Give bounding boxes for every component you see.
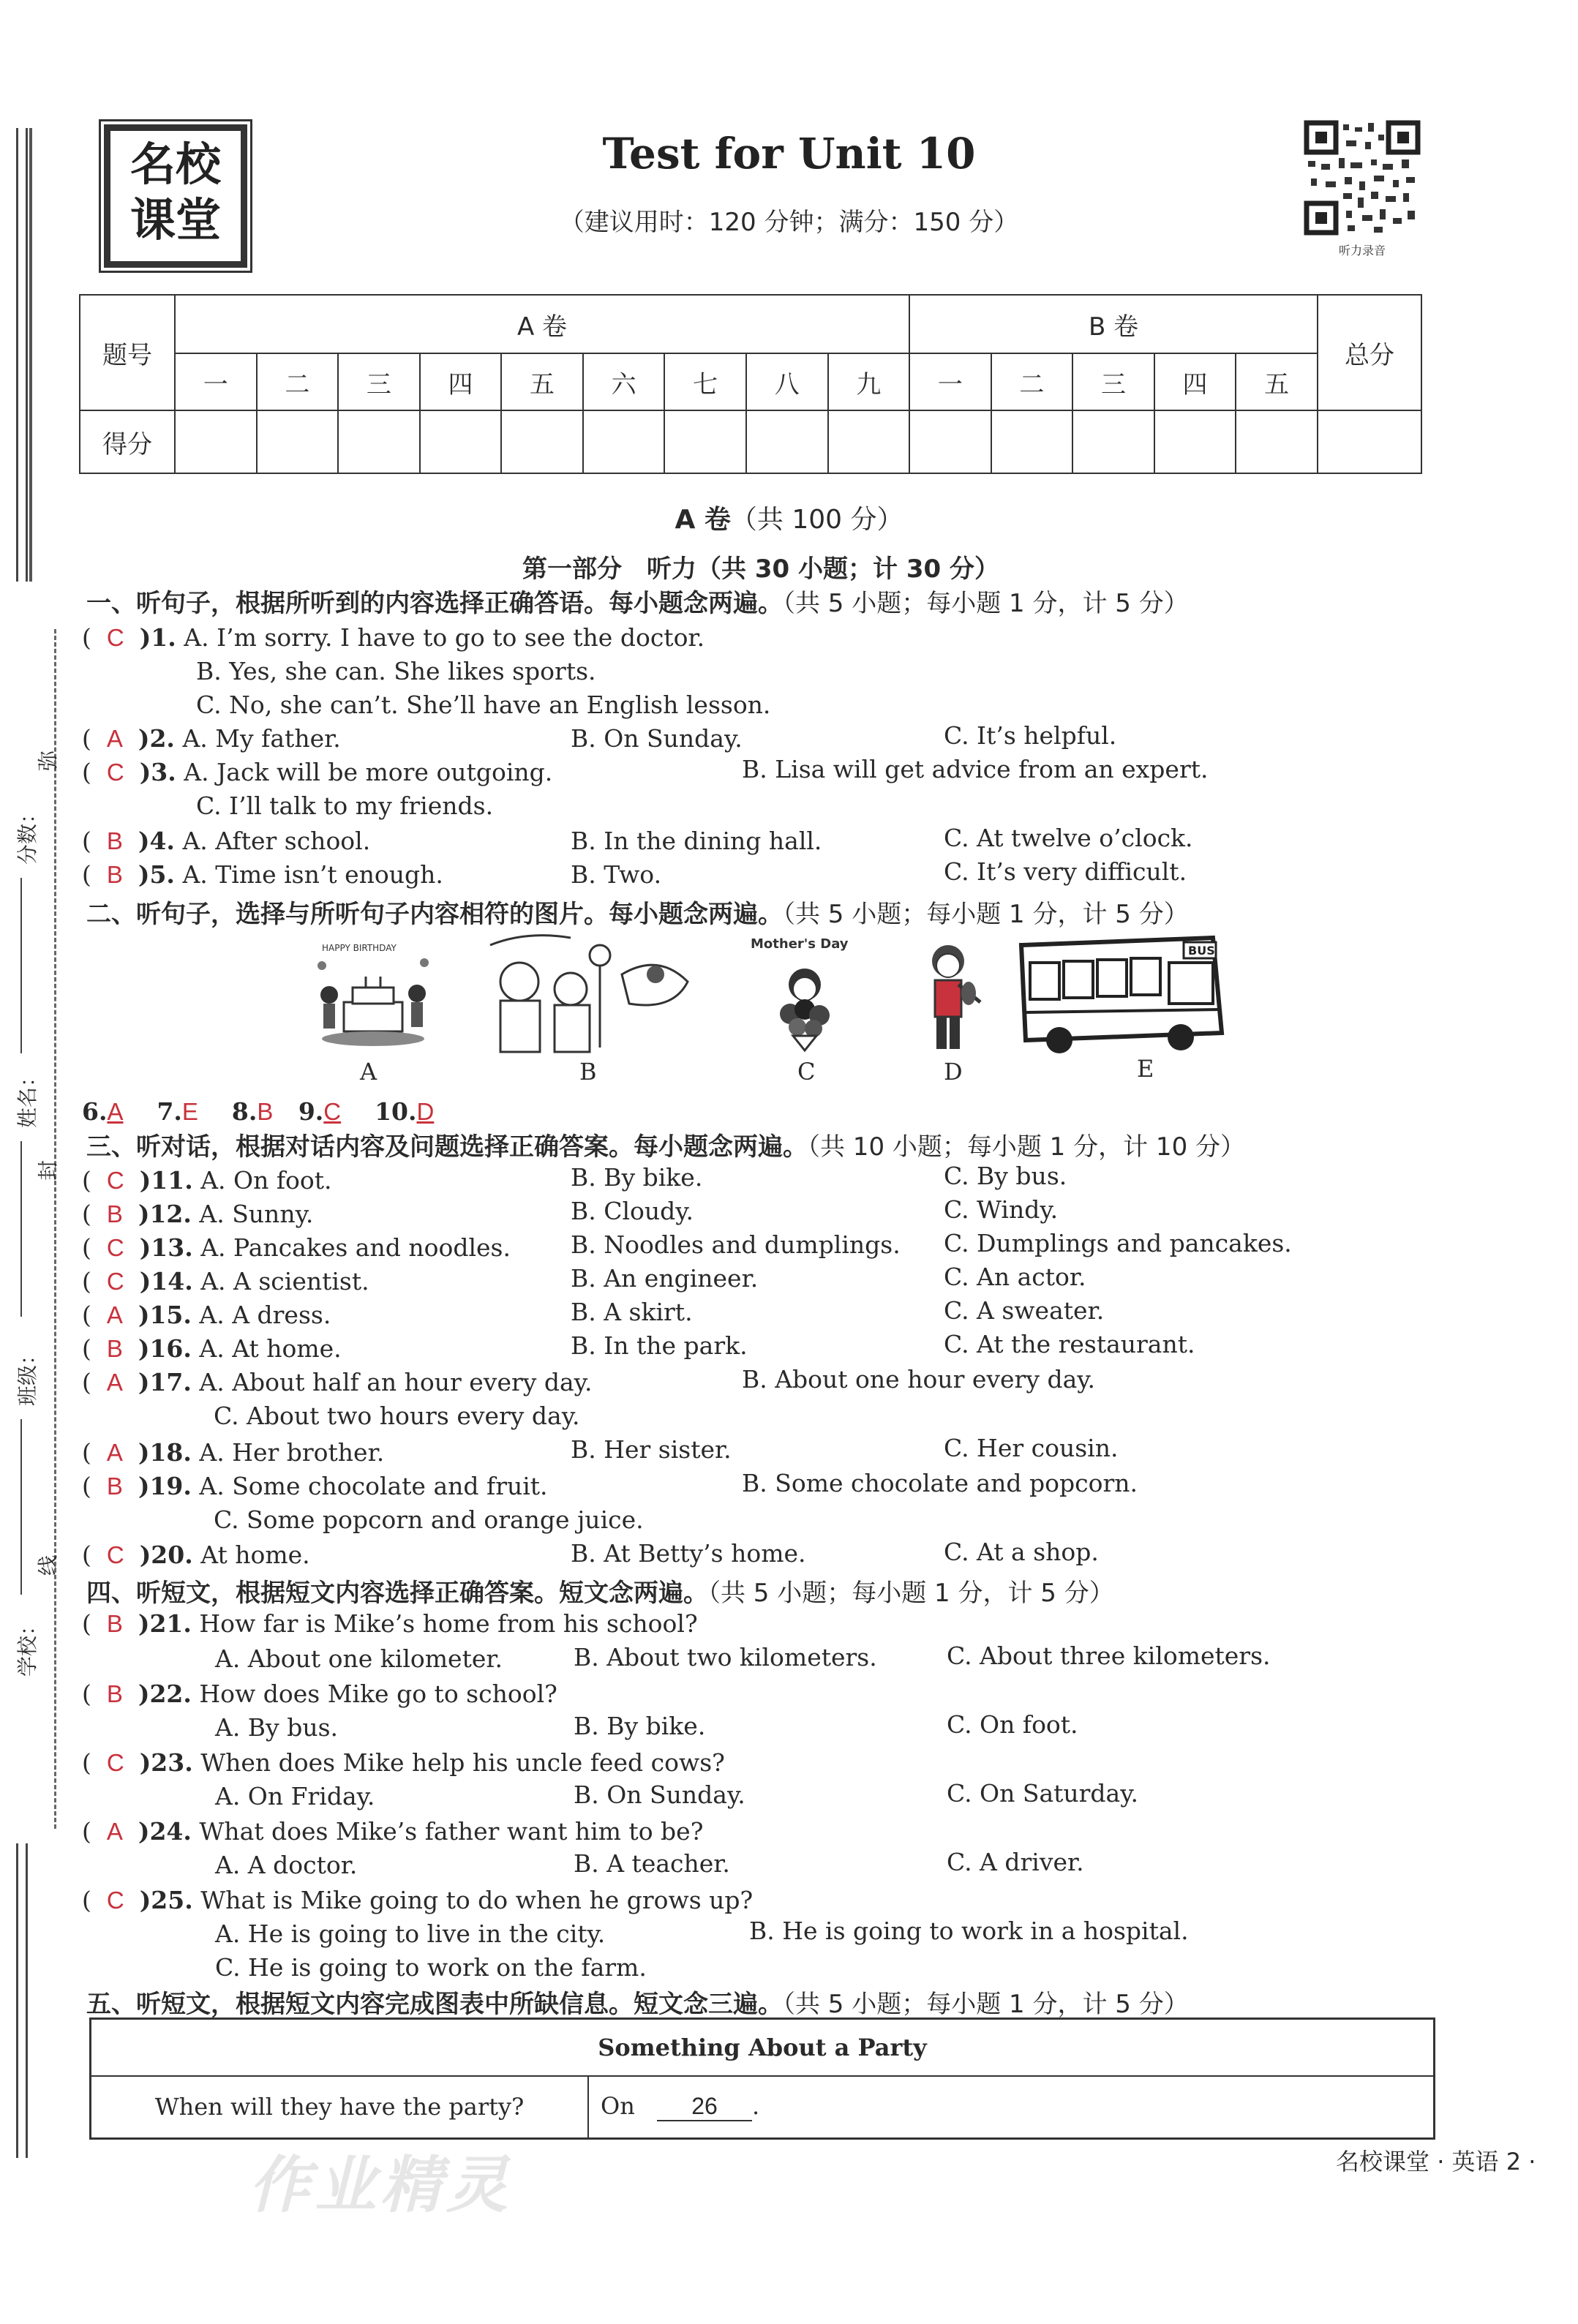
q5-line: ( B )5. A. Time isn’t enough.: [82, 860, 443, 889]
q20-option-b: B. At Betty’s home.: [571, 1539, 806, 1568]
score-table-score-label: 得分: [80, 410, 175, 473]
q11-option-c: C. By bus.: [944, 1162, 1067, 1190]
picture-c-mothers-day: [746, 933, 863, 1055]
seal-line: [54, 629, 56, 1829]
q13-answer: C: [106, 1234, 124, 1261]
footer-brand: 名校课堂: [1336, 2148, 1430, 2176]
score-table-section-a: A 卷: [175, 295, 909, 353]
q23-option-a: A. On Friday.: [215, 1782, 375, 1810]
score-table-section-b: B 卷: [909, 295, 1318, 353]
score-col-a7: 七: [664, 353, 746, 410]
paper-a-score: （共 100 分）: [730, 505, 903, 535]
q12-line: ( B )12. A. Sunny.: [82, 1200, 314, 1228]
score-col-a6: 六: [583, 353, 665, 410]
margin-school: 学校：: [15, 1614, 40, 1677]
q1-option-b: B. Yes, she can. She likes sports.: [196, 657, 596, 685]
q8-answer: B: [257, 1098, 274, 1125]
q14-line: ( C )14. A. A scientist.: [82, 1267, 369, 1296]
score-cell[interactable]: [1236, 410, 1318, 473]
score-cell[interactable]: [501, 410, 583, 473]
picture-e-bus: [1015, 930, 1228, 1055]
q17-line: ( A )17. A. About half an hour every day.: [82, 1368, 593, 1396]
q4-answer: B: [106, 827, 123, 854]
qr-code-icon: [1304, 120, 1421, 236]
q21-option-b: B. About two kilometers.: [574, 1643, 877, 1671]
margin-name: 姓名：: [15, 1066, 40, 1129]
score-col-a8: 八: [746, 353, 828, 410]
score-col-b1: 一: [909, 353, 991, 410]
q16-line: ( B )16. A. At home.: [82, 1334, 342, 1363]
q23-stem: ( C )23. When does Mike help his uncle feed cows?: [82, 1748, 725, 1777]
q24-option-c: C. A driver.: [947, 1848, 1084, 1876]
q16-answer: B: [106, 1335, 123, 1362]
score-col-b5: 五: [1236, 353, 1318, 410]
q21-option-a: A. About one kilometer.: [215, 1644, 503, 1673]
q22-option-c: C. On foot.: [947, 1710, 1078, 1739]
q3-line: ( C )3. A. Jack will be more outgoing.: [82, 758, 553, 786]
section2-answers: 6.A 7.E 8.B 9.C 10.D: [82, 1097, 435, 1126]
q18-option-b: B. Her sister.: [571, 1435, 732, 1464]
q4-option-b: B. In the dining hall.: [571, 827, 822, 855]
q2-option-c: C. It’s helpful.: [944, 721, 1117, 750]
q23-answer: C: [106, 1749, 124, 1776]
score-cell[interactable]: [1154, 410, 1236, 473]
paper-a-label: A 卷: [675, 505, 731, 535]
score-cell[interactable]: [1072, 410, 1154, 473]
footer-page: 2: [1506, 2148, 1522, 2176]
picture-label-c: C: [797, 1058, 816, 1086]
party-question: When will they have the party?: [91, 2076, 589, 2139]
q11-option-b: B. By bike.: [571, 1163, 703, 1192]
q3-option-c: C. I’ll talk to my friends.: [196, 791, 494, 820]
q22-option-b: B. By bike.: [574, 1712, 706, 1740]
score-cell[interactable]: [1318, 410, 1421, 473]
q1-option-a-line: ( C )1. A. I’m sorry. I have to go to see the doctor.: [82, 623, 705, 652]
q24-answer: A: [106, 1818, 123, 1845]
q17-option-c: C. About two hours every day.: [214, 1402, 580, 1430]
q21-option-c: C. About three kilometers.: [947, 1642, 1271, 1670]
q15-option-c: C. A sweater.: [944, 1296, 1105, 1325]
page-subtitle: （建议用时：120 分钟；满分：150 分）: [559, 208, 1019, 237]
qr-caption: 听力录音: [1338, 244, 1386, 257]
score-cell[interactable]: [175, 410, 257, 473]
birthday-text: HAPPY BIRTHDAY: [322, 943, 397, 953]
q19-answer: B: [106, 1473, 123, 1500]
q15-option-b: B. A skirt.: [571, 1298, 693, 1326]
picture-d-violin: [907, 936, 995, 1055]
q25-option-c: C. He is going to work on the farm.: [215, 1953, 647, 1982]
section1-title: 一、听句子，根据所听到的内容选择正确答语。每小题念两遍。（共 5 小题；每小题 1 分，计 5 分）: [86, 589, 1189, 618]
q19-option-c: C. Some popcorn and orange juice.: [214, 1505, 644, 1534]
picture-label-d: D: [944, 1058, 963, 1086]
score-col-a3: 三: [338, 353, 420, 410]
blank-line-2: [20, 1141, 22, 1317]
q15-line: ( A )15. A. A dress.: [82, 1301, 331, 1329]
score-cell[interactable]: [828, 410, 910, 473]
margin-xian: 线: [36, 1554, 61, 1576]
margin-fen: 分数：: [15, 802, 40, 865]
q22-option-a: A. By bus.: [215, 1713, 338, 1742]
party-answer-prefix: On: [601, 2092, 635, 2121]
party-answer-cell: [588, 2076, 1435, 2139]
picture-a-birthday: [307, 936, 439, 1053]
picture-label-e: E: [1137, 1055, 1154, 1083]
margin-feng: 封: [36, 1159, 61, 1181]
score-col-a1: 一: [175, 353, 257, 410]
score-col-a4: 四: [420, 353, 502, 410]
q2-line: ( A )2. A. My father.: [82, 724, 341, 753]
score-col-a2: 二: [257, 353, 339, 410]
blank-line-3: [20, 1419, 22, 1595]
footer-dot-end: ·: [1528, 2148, 1536, 2176]
q24-option-b: B. A teacher.: [574, 1849, 730, 1878]
q16-option-b: B. In the park.: [571, 1331, 748, 1360]
mothers-day-text: Mother's Day: [751, 936, 849, 952]
paper-a-heading: [0, 499, 1578, 536]
logo-line2: 课堂: [129, 193, 221, 247]
q18-option-c: C. Her cousin.: [944, 1434, 1119, 1462]
q7-answer: E: [181, 1098, 198, 1125]
q18-answer: A: [106, 1439, 123, 1466]
q15-answer: A: [106, 1301, 123, 1328]
q21-stem: ( B )21. How far is Mike’s home from his school?: [82, 1609, 698, 1638]
score-cell[interactable]: [909, 410, 991, 473]
party-table-title: Something About a Party: [91, 2019, 1435, 2076]
footer-dot: ·: [1437, 2148, 1445, 2176]
q23-option-b: B. On Sunday.: [574, 1780, 745, 1809]
score-table-topic-label: 题号: [80, 295, 175, 410]
q17-answer: A: [106, 1369, 123, 1396]
q14-option-c: C. An actor.: [944, 1263, 1086, 1291]
score-cell[interactable]: [664, 410, 746, 473]
score-col-b4: 四: [1154, 353, 1236, 410]
score-cell[interactable]: [420, 410, 502, 473]
q20-option-c: C. At a shop.: [944, 1538, 1099, 1566]
page-title: Test for Unit 10: [602, 129, 976, 178]
score-cell[interactable]: [991, 410, 1073, 473]
picture-label-b: B: [579, 1058, 597, 1086]
score-col-a5: 五: [501, 353, 583, 410]
score-cell[interactable]: [257, 410, 339, 473]
section5-title: 五、听短文，根据短文内容完成图表中所缺信息。短文念三遍。（共 5 小题；每小题 1 分，计 5 分）: [86, 1990, 1189, 2019]
q2-option-b: B. On Sunday.: [571, 724, 743, 753]
q11-line: ( C )11. A. On foot.: [82, 1166, 332, 1195]
q25-option-b: B. He is going to work in a hospital.: [749, 1917, 1189, 1945]
q18-line: ( A )18. A. Her brother.: [82, 1438, 385, 1467]
section2-title: 二、听句子，选择与所听句子内容相符的图片。每小题念两遍。（共 5 小题；每小题 1 分，计 5 分）: [86, 900, 1189, 929]
part1-heading: 第一部分 听力（共 30 小题；计 30 分）: [522, 554, 999, 584]
q20-answer: C: [106, 1541, 124, 1568]
q22-answer: B: [106, 1680, 123, 1707]
section3-title: 三、听对话，根据对话内容及问题选择正确答案。每小题念两遍。（共 10 小题；每小题 1 分，计 10 分）: [86, 1132, 1246, 1162]
q4-line: ( B )4. A. After school.: [82, 827, 371, 855]
q24-option-a: A. A doctor.: [215, 1851, 358, 1879]
q14-answer: C: [106, 1268, 124, 1295]
q25-stem: ( C )25. What is Mike going to do when he grows up?: [82, 1886, 754, 1914]
score-table-total: 总分: [1318, 295, 1421, 410]
picture-label-a: A: [360, 1058, 377, 1086]
q3-option-b: B. Lisa will get advice from an expert.: [742, 755, 1209, 783]
score-cell[interactable]: [583, 410, 665, 473]
q6-answer: A: [107, 1098, 124, 1125]
footer-subject: 英语: [1451, 2148, 1499, 2176]
q21-answer: B: [106, 1610, 123, 1637]
q19-line: ( B )19. A. Some chocolate and fruit.: [82, 1472, 548, 1500]
score-cell[interactable]: [746, 410, 828, 473]
binding-bar-bottom: [16, 1843, 28, 2158]
q2-answer: A: [106, 725, 123, 752]
q13-line: ( C )13. A. Pancakes and noodles.: [82, 1233, 511, 1262]
q25-answer: C: [106, 1887, 124, 1914]
watermark: 作业精灵: [249, 2149, 513, 2221]
score-cell[interactable]: [338, 410, 420, 473]
q12-option-b: B. Cloudy.: [571, 1197, 694, 1225]
score-col-b3: 三: [1072, 353, 1154, 410]
q11-answer: C: [106, 1167, 124, 1194]
bus-text: BUS: [1188, 944, 1215, 958]
q5-answer: B: [106, 861, 123, 888]
q23-option-c: C. On Saturday.: [947, 1779, 1138, 1808]
party-answer-suffix: .: [752, 2092, 760, 2121]
party-table: [89, 2017, 1435, 2140]
q20-line: ( C )20. At home.: [82, 1541, 310, 1569]
score-col-a9: 九: [828, 353, 910, 410]
margin-mi: 弥: [36, 750, 61, 772]
q13-option-c: C. Dumplings and pancakes.: [944, 1229, 1292, 1257]
q9-answer: C: [323, 1098, 342, 1125]
q14-option-b: B. An engineer.: [571, 1264, 759, 1293]
q5-option-b: B. Two.: [571, 860, 662, 889]
party-answer-value[interactable]: 26: [657, 2093, 752, 2121]
q1-answer: C: [106, 624, 124, 651]
q22-stem: ( B )22. How does Mike go to school?: [82, 1680, 557, 1708]
q12-answer: B: [106, 1200, 123, 1227]
q24-stem: ( A )24. What does Mike’s father want him to be?: [82, 1817, 704, 1846]
section4-title: 四、听短文，根据短文内容选择正确答案。短文念两遍。（共 5 小题；每小题 1 分，计 5 分）: [86, 1579, 1114, 1608]
q17-option-b: B. About one hour every day.: [742, 1365, 1095, 1394]
q3-answer: C: [106, 759, 124, 786]
q19-option-b: B. Some chocolate and popcorn.: [742, 1469, 1138, 1497]
q4-option-c: C. At twelve o’clock.: [944, 824, 1193, 852]
q25-option-a: A. He is going to live in the city.: [215, 1919, 606, 1948]
footer: [1336, 2143, 1536, 2177]
q12-option-c: C. Windy.: [944, 1195, 1059, 1224]
q5-option-c: C. It’s very difficult.: [944, 857, 1187, 886]
q13-option-b: B. Noodles and dumplings.: [571, 1230, 901, 1259]
score-table: [79, 294, 1422, 474]
q10-answer: D: [416, 1098, 435, 1125]
q16-option-c: C. At the restaurant.: [944, 1330, 1195, 1358]
score-col-b2: 二: [991, 353, 1073, 410]
logo-line1: 名校: [129, 138, 221, 191]
picture-b-bus-stop: [483, 930, 695, 1055]
q1-option-c: C. No, she can’t. She’ll have an English lesson.: [196, 691, 771, 719]
blank-line-1: [20, 878, 22, 1053]
margin-class: 班级：: [15, 1344, 40, 1407]
